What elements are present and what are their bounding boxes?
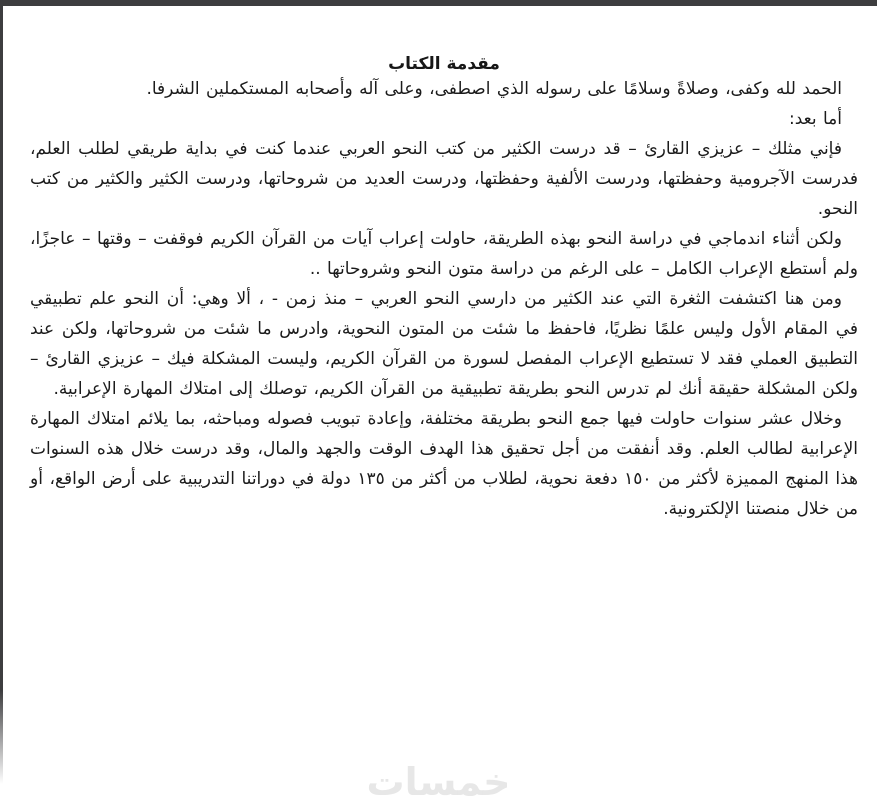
page-content [30,6,858,524]
khamsat-watermark: خمسات [366,760,511,804]
paragraph-study-history: فإني مثلك – عزيزي القارئ – قد درست الكثير من كتب النحو العربي عندما كنت في بداية طريقي لطلب العلم، فدرست الآجرومية وحفظتها، ودرست الألفية وحفظتها، ودرست العديد من شروحاتها، ودرست الكثير والكثير من كتب النحو. [30,139,858,219]
paragraph-irab-difficulty: ولكن أثناء اندماجي في دراسة النحو بهذه الطريقة، حاولت إعراب آيات من القرآن الكريم فوقفت – وقتها – عاجزًا، ولم أستطع الإعراب الكامل – على الرغم من دراسة متون النحو وشروحاتها .. [30,229,858,279]
paragraph-amma-baad: أما بعد: [789,109,842,129]
paragraph-gap-discovery: ومن هنا اكتشفت الثغرة التي عند الكثير من دارسي النحو العربي – منذ زمن - ، ألا وهي: أن النحو علم تطبيقي في المقام الأول وليس علمًا نظريًا، فاحفظ ما شئت من المتون النحوية، وادرس ما شئت من شروحاتها، ولكن عند التطبيق العملي فقد لا تستطيع الإعراب المفصل لسورة من القرآن الكريم، وليست المشكلة فيك – عزيزي القارئ – ولكن المشكلة حقيقة أنك لم تدرس النحو بطريقة تطبيقية من القرآن الكريم، توصلك إلى امتلاك المهارة الإعرابية. [30,289,858,399]
scan-left-edge [0,6,3,784]
page-title: مقدمة الكتاب [388,54,500,74]
paragraph-ten-years: وخلال عشر سنوات حاولت فيها جمع النحو بطريقة مختلفة، وإعادة تبويب فصوله ومباحثه، بما يلائم امتلاك المهارة الإعرابية لطالب العلم. وقد أنفقت من أجل تحقيق هذا الهدف الوقت والجهد والمال، وقد درست خلال هذه السنوات هذا المنهج المميزة لأكثر من ١٥٠ دفعة نحوية، لطلاب من أكثر من ١٣٥ دولة في دوراتنا التدريبية على أرض الواقع، أو من خلال منصتنا الإلكترونية. [30,409,858,519]
paragraph-hamd: الحمد لله وكفى، وصلاةً وسلامًا على رسوله الذي اصطفى، وعلى آله وأصحابه المستكملين الشرفا. [146,79,842,99]
